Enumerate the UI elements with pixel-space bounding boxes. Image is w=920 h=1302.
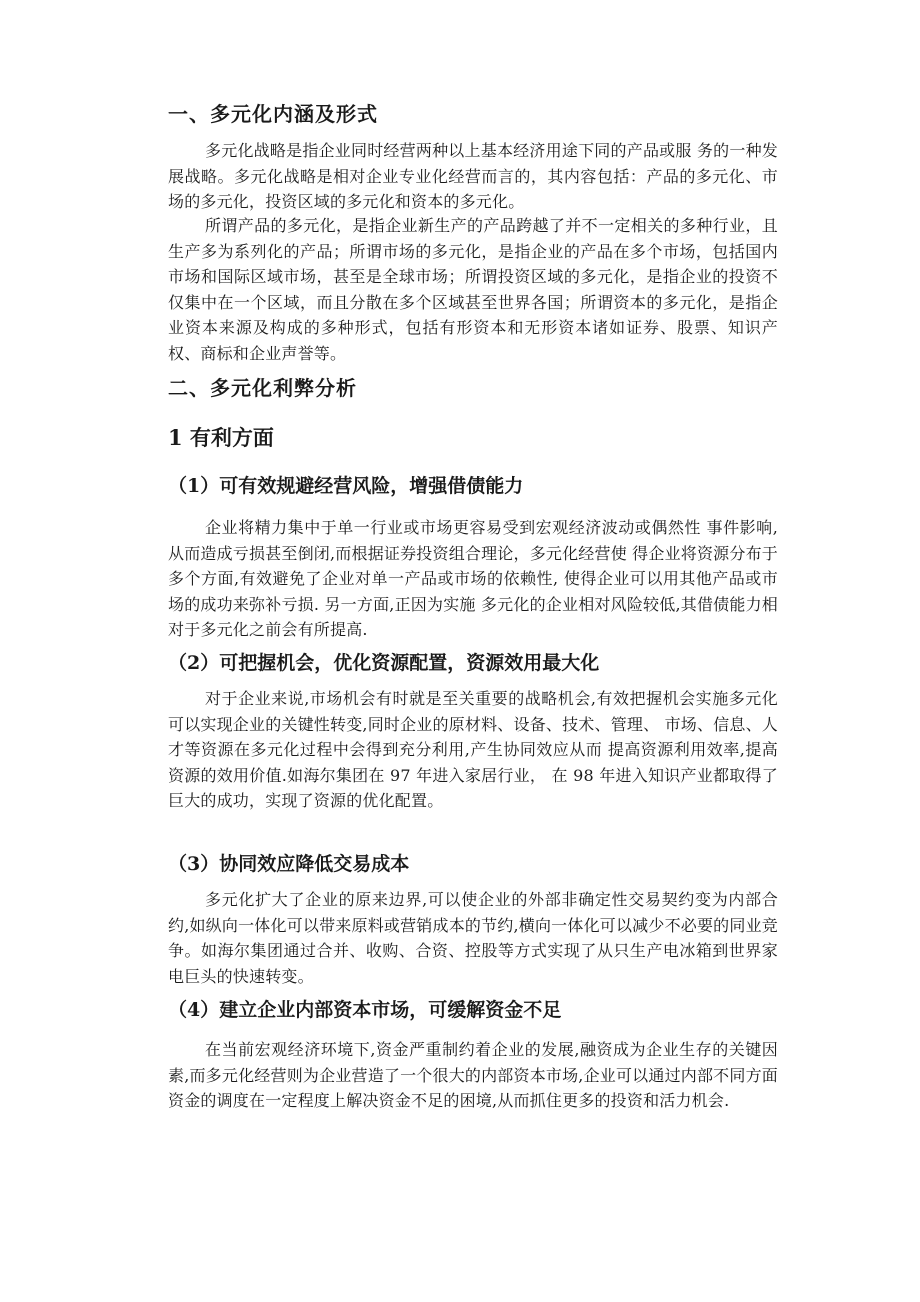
subsection1-heading: 1 有利方面 <box>168 425 274 450</box>
item2-paragraph: 对于企业来说,市场机会有时就是至关重要的战略机会,有效把握机会实施多元化可以实现企业的关键性转变,同时企业的原材料、设备、技术、管理、 市场、信息、人才等资源在多元化过程中会得到充分利用,产生协同效应从而 提高资源利用效率,提高资源的效用价值.如海尔集团在 97 年进入家居行业， 在 98 年进入知识产业都取得了巨大的成功，实现了资源的优化配置。 <box>168 689 778 810</box>
item4-heading: （4）建立企业内部资本市场，可缓解资金不足 <box>168 999 562 1021</box>
item3-paragraph: 多元化扩大了企业的原来边界,可以使企业的外部非确定性交易契约变为内部合约,如纵向一体化可以带来原料或营销成本的节约,横向一体化可以减少不必要的同业竞争。如海尔集团通过合并、收购、合资、控股等方式实现了从只生产电冰箱到世界家电巨头的快速转变。 <box>168 890 778 986</box>
section1-paragraph-2: 所谓产品的多元化，是指企业新生产的产品跨越了并不一定相关的多种行业，且生产多为系列化的产品；所谓市场的多元化，是指企业的产品在多个市场，包括国内市场和国际区域市场，甚至是全球市场；所谓投资区域的多元化，是指企业的投资不仅集中在一个区域，而且分散在多个区域甚至世界各国；所谓资本的多元化，是指企业资本来源及构成的多种形式，包括有形资本和无形资本诸如证券、股票、知识产权、商标和企业声誉等。 <box>168 216 778 363</box>
section2-heading: 二、多元化利弊分析 <box>168 376 357 400</box>
section1-heading: 一、多元化内涵及形式 <box>168 102 378 126</box>
item3-heading: （3）协同效应降低交易成本 <box>168 853 410 875</box>
item4-paragraph: 在当前宏观经济环境下,资金严重制约着企业的发展,融资成为企业生存的关键因素,而多元化经营则为企业营造了一个很大的内部资本市场,企业可以通过内部不同方面资金的调度在一定程度上解决资金不足的困境,从而抓住更多的投资和活力机会. <box>168 1040 778 1110</box>
item2-heading: （2）可把握机会，优化资源配置，资源效用最大化 <box>168 652 600 674</box>
section1-paragraph-1: 多元化战略是指企业同时经营两种以上基本经济用途下同的产品或服 务的一种发展战略。多元化战略是相对企业专业化经营而言的，其内容包括：产品的多元化、市场的多元化，投资区域的多元化和资本的多元化。 <box>168 141 778 211</box>
item1-paragraph: 企业将精力集中于单一行业或市场更容易受到宏观经济波动或偶然性 事件影响,从而造成亏损甚至倒闭,而根据证券投资组合理论，多元化经营使 得企业将资源分布于多个方面,有效避免了企业对单一产品或市场的依赖性, 使得企业可以用其他产品或市场的成功来弥补亏损. 另一方面,正因为实施 多元化的企业相对风险较低,其借债能力相对于多元化之前会有所提高. <box>168 518 778 639</box>
item1-heading: （1）可有效规避经营风险，增强借债能力 <box>168 475 524 497</box>
